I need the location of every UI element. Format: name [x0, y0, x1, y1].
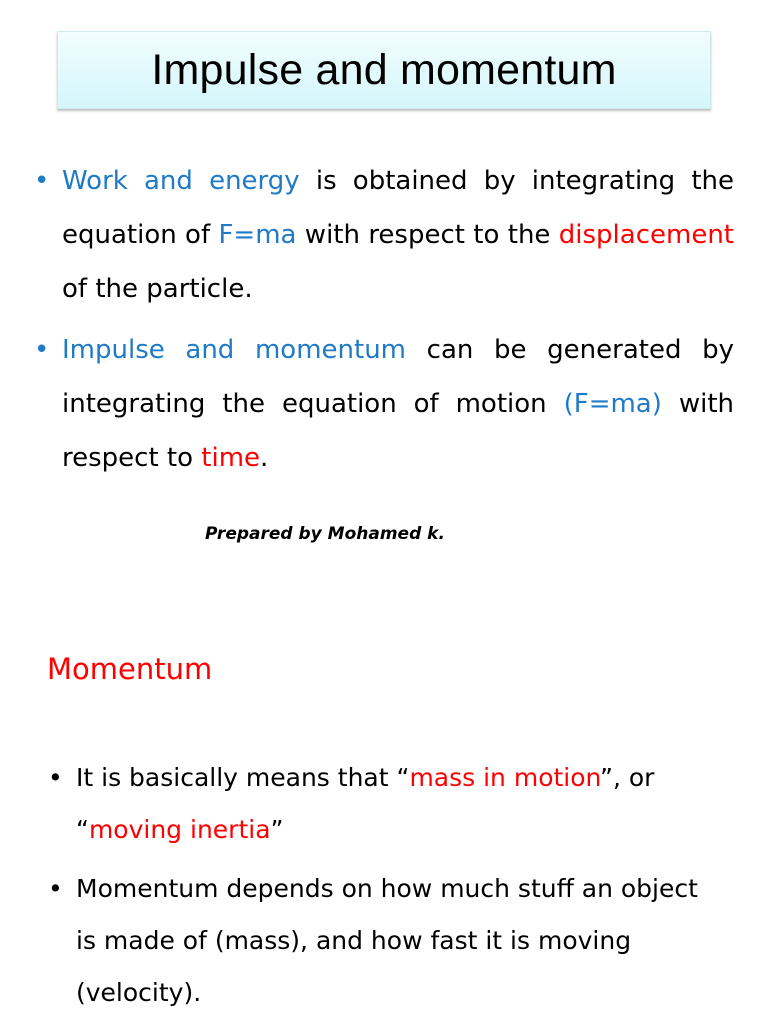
momentum-bullet-dependence: • Momentum depends on how much stuff an object is made of (mass), and how fast it is moving (velocity). [76, 863, 716, 1019]
section-heading-momentum: Momentum [47, 652, 213, 686]
title-banner [57, 31, 711, 109]
term-moving-inertia: moving inertia [88, 815, 271, 844]
bullet-text: is obtained by integrating the equation of [62, 166, 734, 250]
term-mass-in-motion: mass in motion [409, 763, 601, 792]
bullet-text: ”, or “ [76, 763, 655, 844]
author-credit: Prepared by Mohamed k. [205, 524, 445, 544]
intro-bullet-list [62, 154, 734, 492]
bullet-text: It is basically means that “ [76, 763, 410, 792]
bullet-text: ” [270, 815, 284, 844]
term-impulse-and-momentum: Impulse and momentum [62, 335, 406, 365]
bullet-text: can be generated by integrating the equation of motion [62, 335, 734, 419]
term-f-ma-paren: (F=ma) [563, 389, 662, 419]
bullet-text: with respect to the [296, 220, 559, 250]
momentum-bullet-definition [76, 752, 716, 856]
page-title: Impulse and momentum [151, 45, 617, 94]
term-displacement: displacement [558, 220, 734, 250]
term-work-and-energy: Work and energy [62, 166, 300, 196]
term-f-ma: F=ma [218, 220, 297, 250]
bullet-text: . [260, 443, 269, 473]
term-time: time [201, 443, 261, 473]
bullet-text: of the particle. [62, 274, 253, 304]
intro-bullet-work-energy [62, 154, 734, 316]
momentum-bullet-list [76, 752, 716, 1026]
bullet-text: with respect to [62, 389, 734, 473]
intro-bullet-impulse-momentum [62, 323, 734, 485]
